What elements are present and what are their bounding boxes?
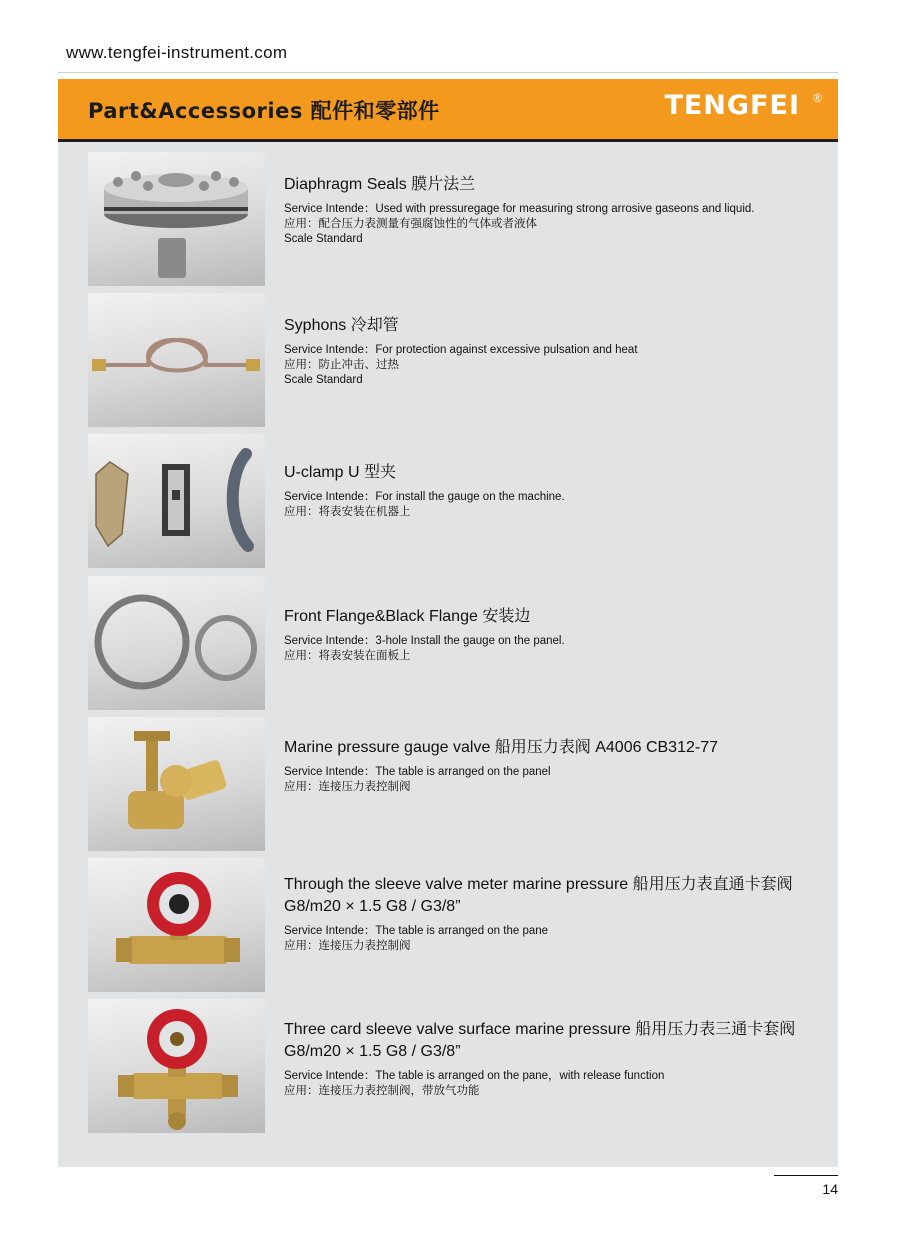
syphon-photo [88,293,265,427]
usage-description: 应用：连接压力表控制阀，带放气功能 [284,1085,480,1097]
top-divider [58,72,838,73]
service-description: Service Intende：The table is arranged on the pane，with release function [284,1070,665,1082]
three-way-valve-photo [88,999,265,1133]
diaphragm-seal-photo [88,152,265,286]
flange-rings-photo [88,576,265,710]
product-title: U-clamp U 型夹 [284,464,397,481]
section-header-bar [58,79,838,142]
u-clamp-photo [88,434,265,568]
footer-divider [774,1175,838,1176]
product-spec: G8/m20 × 1.5 G8 / G3/8” [284,1043,461,1060]
usage-description: 应用：连接压力表控制阀 [284,781,411,793]
service-description: Service Intende：For install the gauge on the machine. [284,491,565,503]
product-info [284,315,834,388]
product-info [284,606,834,664]
red-handwheel-valve-photo [88,858,265,992]
service-description: Service Intende：The table is arranged on the pane [284,925,549,937]
service-description: Service Intende：Used with pressuregage for measuring strong arrosive gaseons and liquid. [284,203,755,215]
product-info [284,874,834,954]
scale-standard: Scale Standard [284,233,363,245]
usage-description: 应用：配合压力表测量有强腐蚀性的气体或者液体 [284,218,537,230]
usage-description: 应用：将表安装在面板上 [284,650,411,662]
product-title: Marine pressure gauge valve 船用压力表阀 A4006 CB312-77 [284,739,718,756]
site-url[interactable]: www.tengfei-instrument.com [66,43,288,62]
product-info [284,1019,834,1099]
registered-mark: ® [813,91,822,105]
product-sleeve-valve-straight [58,858,838,992]
product-info [284,174,834,247]
product-info [284,737,834,795]
product-marine-gauge-valve [58,717,838,851]
product-title: Diaphragm Seals 膜片法兰 [284,176,476,193]
service-description: Service Intende：The table is arranged on the panel [284,766,551,778]
brand-logo: TENGFEI [664,90,800,121]
product-title: Through the sleeve valve meter marine pressure 船用压力表直通卡套阀 [284,876,793,893]
usage-description: 应用：将表安装在机器上 [284,506,411,518]
product-diaphragm-seals [58,152,838,286]
brass-valve-photo [88,717,265,851]
page-number: 14 [822,1181,838,1197]
product-title: Three card sleeve valve surface marine pressure 船用压力表三通卡套阀 [284,1021,796,1038]
product-spec: G8/m20 × 1.5 G8 / G3/8” [284,898,461,915]
scale-standard: Scale Standard [284,374,363,386]
section-title: Part&Accessories 配件和零部件 [88,99,440,123]
product-sleeve-valve-three-way [58,999,838,1133]
service-description: Service Intende：3-hole Install the gauge on the panel. [284,635,565,647]
product-title: Syphons 冷却管 [284,317,399,334]
service-description: Service Intende：For protection against excessive pulsation and heat [284,344,638,356]
usage-description: 应用：防止冲击、过热 [284,359,399,371]
usage-description: 应用：连接压力表控制阀 [284,940,411,952]
product-info [284,462,834,520]
product-panel [58,142,838,1167]
product-syphons [58,293,838,427]
product-title: Front Flange&Black Flange 安装边 [284,608,531,625]
product-u-clamp [58,434,838,568]
product-front-flange [58,576,838,710]
